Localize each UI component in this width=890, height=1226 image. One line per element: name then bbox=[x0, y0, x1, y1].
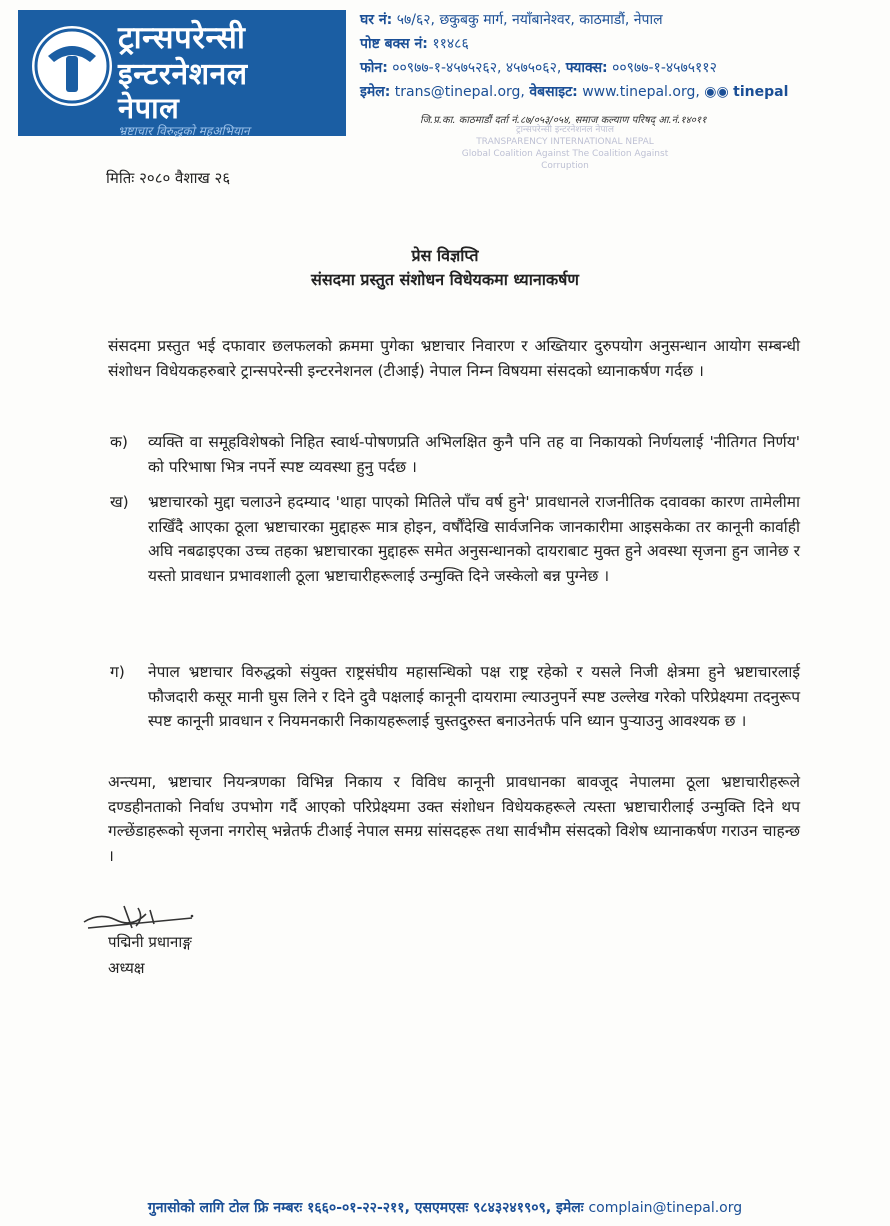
email-link[interactable]: trans@tinepal.org, bbox=[394, 84, 525, 100]
registration-line: जि.प्र.का. काठमाडौं दर्ता नं.८७/०५३/०५४, समाज कल्याण परिषद् आ.नं.१४०११ bbox=[420, 115, 707, 126]
org-name-line2: इन्टरनेशनल bbox=[118, 57, 248, 92]
phone-value: ००९७७-१-४५७५२६२, ४५७५०६२, bbox=[392, 60, 562, 76]
stamp-line2: TRANSPARENCY INTERNATIONAL NEPAL bbox=[476, 137, 654, 147]
item-c-text: नेपाल भ्रष्टाचार विरुद्धको संयुक्त राष्ट्रसंघीय महासन्धिको पक्ष राष्ट्र रहेको र यसले निजी क्षेत्रमा हुने भ्रष्टाचारलाई फौजदारी कसूर मानी घुस लिने र दिने दुवै पक्षलाई कानूनी दायरामा ल्याउनुपर्ने स्पष्ट उल्लेख गरेको परिप्रेक्ष्यमा तदनुरूप स्पष्ट कानूनी प्रावधान र नियमनकारी निकायहरूलाई चुस्तदुरुस्त बनाउनेतर्फ पनि ध्यान पुऱ्याउनु आवश्यक छ । bbox=[148, 663, 800, 730]
org-tagline: भ्रष्टाचार विरुद्धको महअभियान bbox=[118, 124, 250, 138]
signer-title: अध्यक्ष bbox=[108, 959, 145, 977]
website-label: वेबसाइट: bbox=[529, 84, 578, 100]
intro-paragraph: संसदमा प्रस्तुत भई दफावार छलफलको क्रममा पुगेका भ्रष्टाचार निवारण र अख्तियार दुरुपयोग अनुसन्धान आयोग सम्बन्धी संशोधन विधेयकहरुबारे ट्रान्सपरेन्सी इन्टरनेशनल (टीआई) नेपाल निम्न विषयमा संसदको ध्यानाकर्षण गर्दछ । bbox=[108, 337, 800, 380]
item-a-label: क) bbox=[110, 433, 128, 451]
social-icon: ◉◉ bbox=[704, 84, 729, 100]
signer-name: पद्मिनी प्रधानाङ्ग bbox=[108, 933, 192, 951]
social-handle[interactable]: tinepal bbox=[733, 84, 789, 100]
item-a-text: व्यक्ति वा समूहविशेषको निहित स्वार्थ-पोषणप्रति अभिलक्षित कुनै पनि तह वा निकायको निर्णयलाई 'नीतिगत निर्णय' को परिभाषा भित्र नपर्ने स्पष्ट व्यवस्था हुनु पर्दछ । bbox=[148, 433, 800, 476]
email-label: इमेल: bbox=[360, 84, 391, 100]
stamp-line1: ट्रान्सपरेन्सी इन्टरनेशनल नेपाल bbox=[516, 125, 614, 135]
email-line bbox=[360, 82, 860, 101]
sms-label: एसएमएसः bbox=[414, 1200, 469, 1216]
org-name-line3: नेपाल bbox=[118, 91, 180, 125]
letterhead-logo-block bbox=[18, 10, 346, 136]
item-b-text: भ्रष्टाचारको मुद्दा चलाउने हदम्याद 'थाहा पाएको मितिले पाँच वर्ष हुने' प्रावधानले राजनीतिक दवावका कारण तामेलीमा राखिँदै आएका ठूला भ्रष्टाचारका मुद्दाहरू मात्र होइन, वर्षौंदेखि सार्वजनिक जानकारीमा आइसकेका तर कानूनी कार्वाही अघि नबढाइएका उच्च तहका भ्रष्टाचारका मुद्दाहरू समेत अनुसन्धानको दायराबाट मुक्त हुने अवस्था सृजना हुन जानेछ र यस्तो प्रावधान प्रभावशाली ठूला भ्रष्टाचारीहरूलाई उन्मुक्ति दिने जस्केलो बन्न पुग्नेछ । bbox=[148, 493, 800, 585]
footer-email-link[interactable]: complain@tinepal.org bbox=[588, 1200, 743, 1216]
fax-label: फ्याक्स: bbox=[565, 60, 608, 76]
document-subtitle: संसदमा प्रस्तुत संशोधन विधेयकमा ध्यानाकर्षण bbox=[311, 270, 579, 289]
item-b-label: ख) bbox=[110, 493, 129, 511]
fax-value: ००९७७-१-४५७५११२ bbox=[612, 60, 717, 76]
ti-logo-icon bbox=[32, 26, 112, 106]
org-stamp bbox=[440, 124, 690, 176]
pobox-line bbox=[360, 34, 860, 53]
item-c-label: ग) bbox=[110, 663, 125, 681]
sms-number: ९८४३२४१९०९, bbox=[473, 1200, 552, 1216]
date-line: मितिः २०८० वैशाख २६ bbox=[106, 169, 231, 187]
footer-email-label: इमेलः bbox=[556, 1200, 584, 1216]
stamp-line3: Global Coalition Against The Coalition Against Corruption bbox=[461, 149, 669, 171]
org-name-line1: ट्रान्सपरेन्सी bbox=[118, 20, 246, 56]
hotline-label: गुनासोको लागि टोल फ्रि नम्बरः bbox=[147, 1200, 303, 1216]
phone-label: फोन: bbox=[360, 60, 388, 76]
closing-paragraph: अन्त्यमा, भ्रष्टाचार नियन्त्रणका विभिन्न निकाय र विविध कानूनी प्रावधानका बावजूद नेपालमा ठूला भ्रष्टाचारीहरूले दण्डहीनताको निर्वाध उपभोग गर्दै आएको परिप्रेक्ष्यमा उक्त संशोधन विधेयकहरूले त्यस्ता भ्रष्टाचारीलाई उन्मुक्ति दिने थप गल्छेंडाहरूको सृजना नगरोस् भन्नेतर्फ टीआई नेपाल समग्र सांसदहरू तथा सार्वभौम संसदको विशेष ध्यानाकर्षण गराउन चाहन्छ । bbox=[108, 773, 800, 865]
pobox-label: पोष्ट बक्स नं: bbox=[360, 36, 428, 52]
pobox-value: ११४८६ bbox=[432, 36, 469, 52]
document-title: प्रेस विज्ञप्ति bbox=[411, 246, 479, 265]
address-value: ५७/६२, छकुबकु मार्ग, नयाँबानेश्वर, काठमाडौं, नेपाल bbox=[396, 12, 663, 28]
address-label: घर नं: bbox=[360, 12, 393, 28]
phone-line bbox=[360, 58, 860, 77]
website-link[interactable]: www.tinepal.org, bbox=[582, 84, 700, 100]
address-line bbox=[360, 10, 860, 29]
hotline-number: १६६०-०१-२२-२११, bbox=[307, 1200, 410, 1216]
footer-contact bbox=[0, 1198, 890, 1217]
